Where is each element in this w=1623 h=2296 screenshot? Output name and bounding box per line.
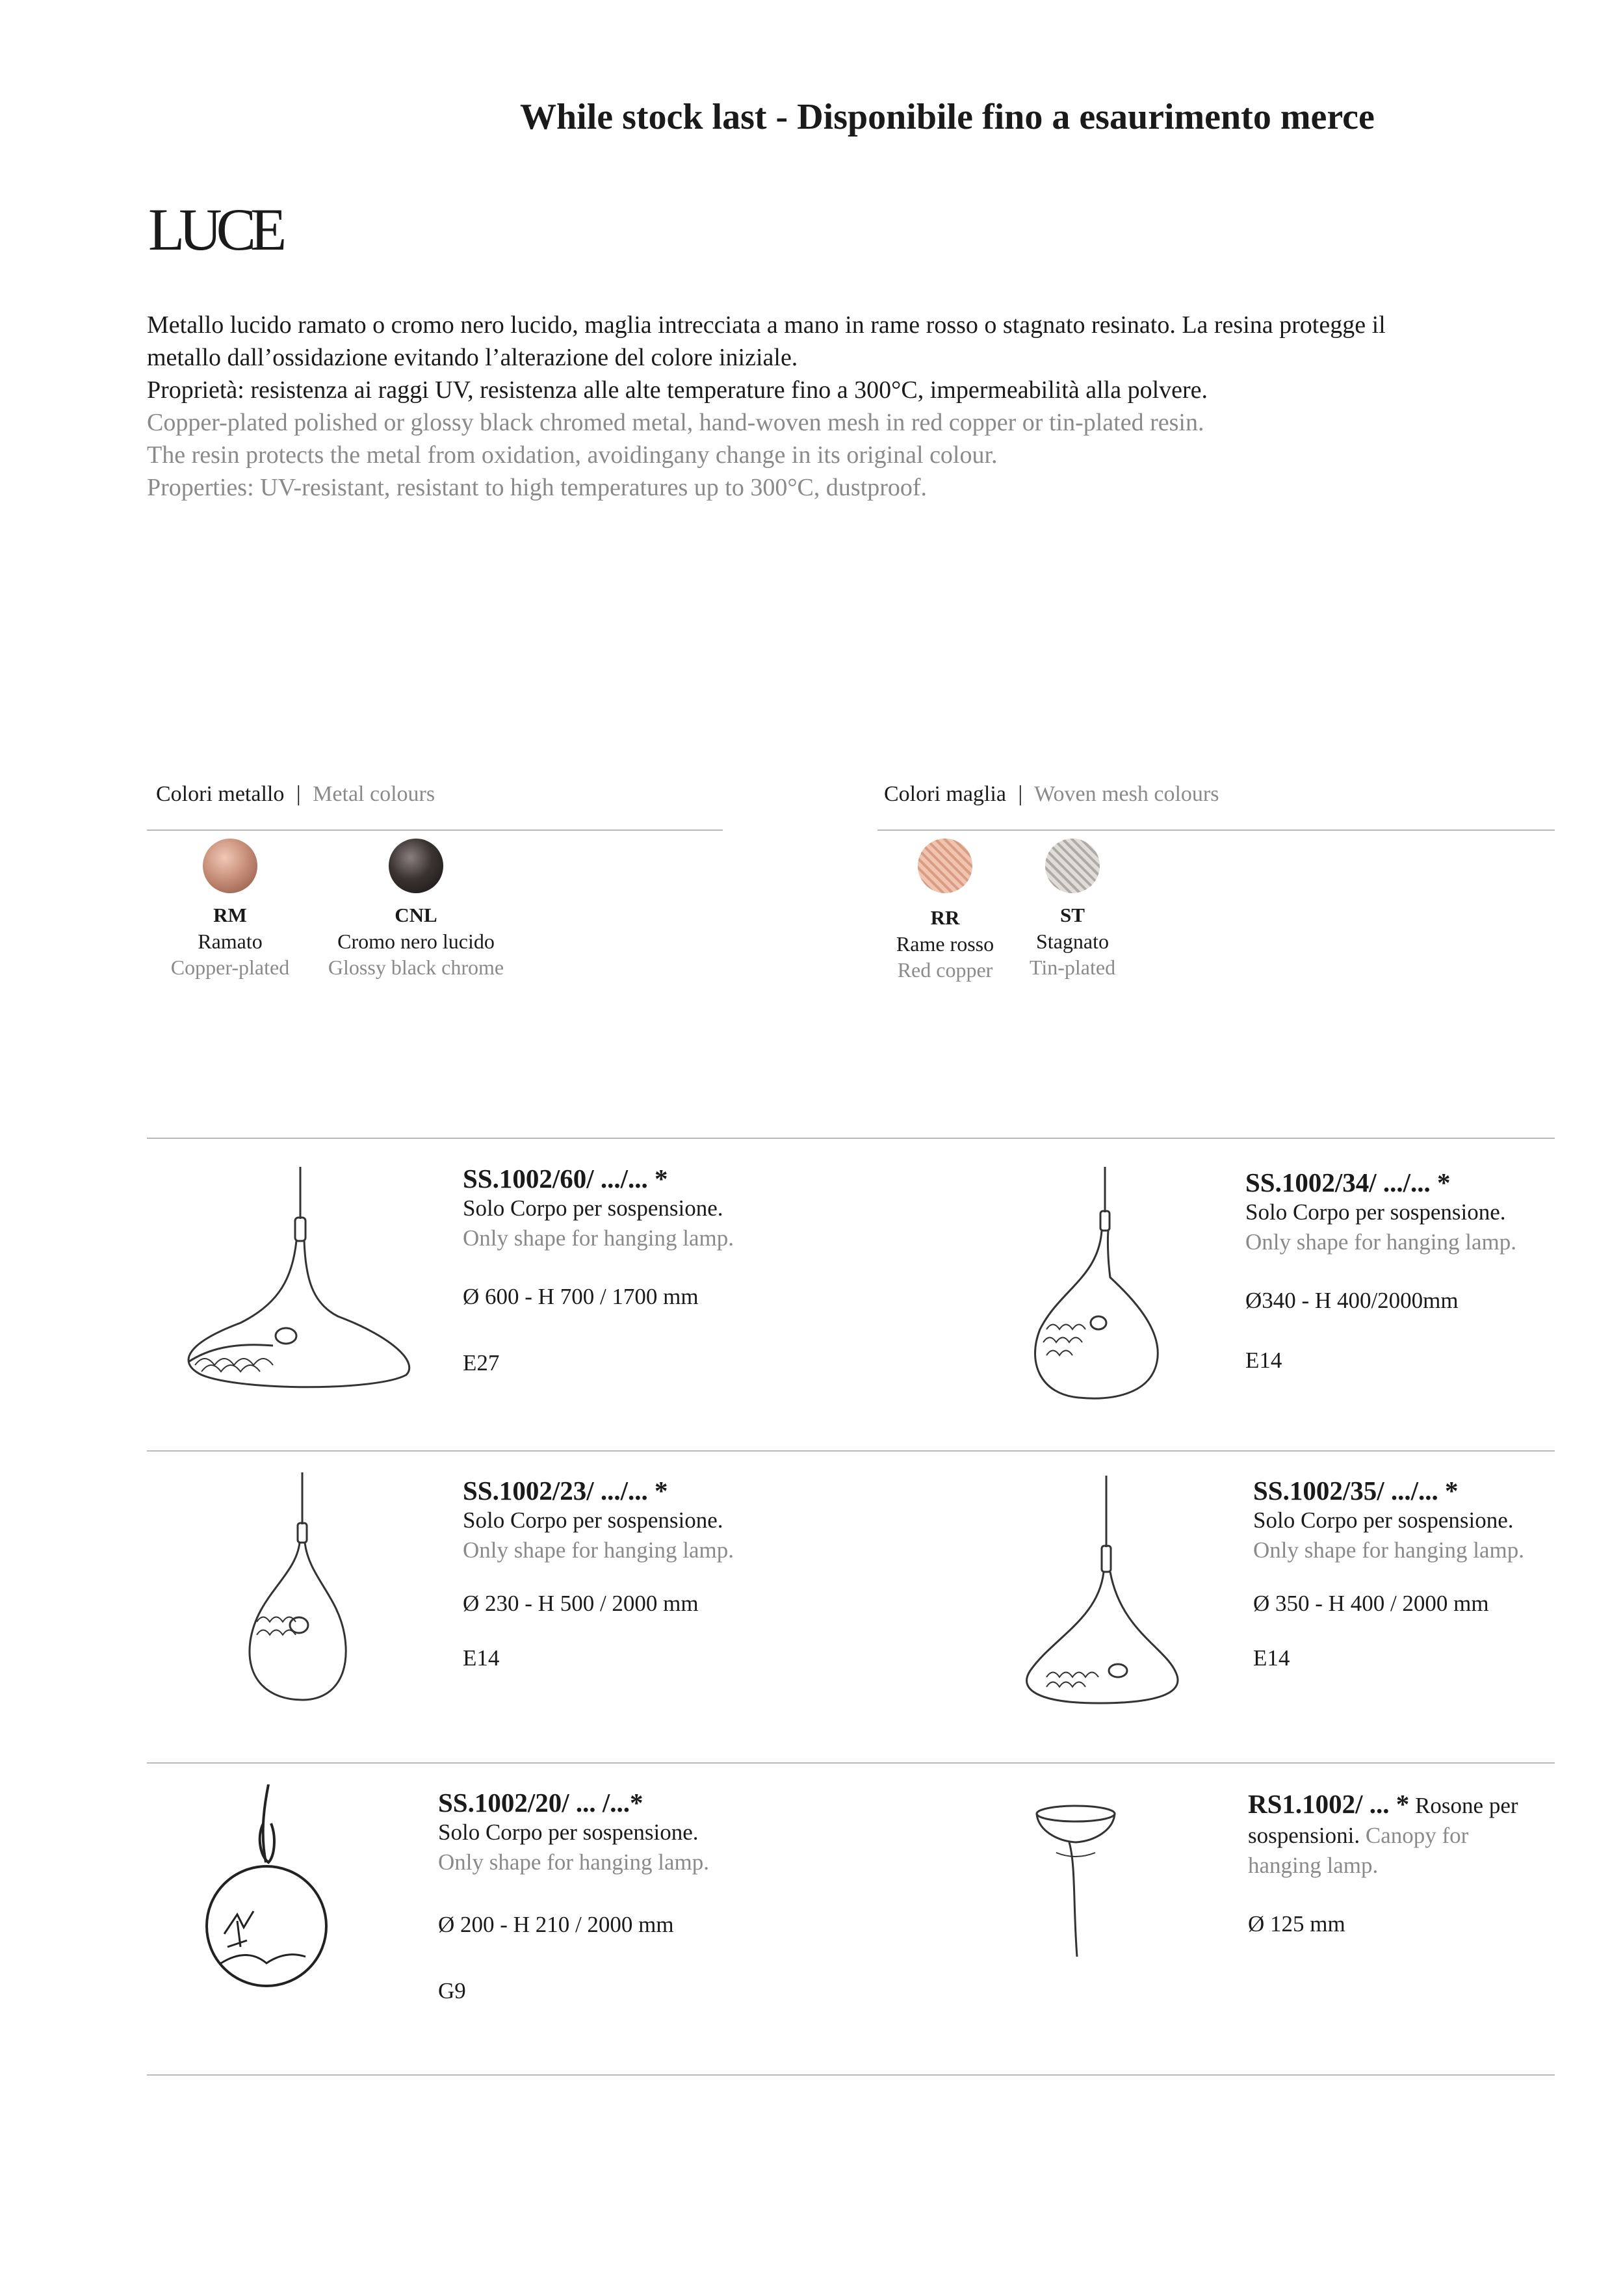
product-row-divider — [147, 2074, 1555, 2076]
description — [147, 309, 1564, 504]
swatch-st-tin-plated — [1045, 839, 1100, 893]
product-code: SS.1002/34/ .../... * — [1245, 1168, 1451, 1197]
product-desc-it: Solo Corpo per sospensione. — [463, 1507, 723, 1533]
swatch-cnl-black-chrome — [389, 839, 443, 893]
product-desc-en: Only shape for hanging lamp. — [463, 1537, 734, 1563]
product-row-divider — [147, 1138, 1555, 1139]
product-socket: E14 — [463, 1645, 500, 1671]
product-desc-en: hanging lamp. — [1248, 1853, 1379, 1878]
swatch-name-en: Glossy black chrome — [328, 956, 504, 979]
metal-colours-label-en: Metal colours — [313, 782, 435, 806]
swatch-name-it: Ramato — [198, 930, 263, 953]
product-code: SS.1002/60/ .../... * — [463, 1164, 668, 1194]
swatch-name-en: Copper-plated — [170, 956, 290, 979]
swatch-name-it: Cromo nero lucido — [337, 930, 495, 953]
mesh-colours-divider — [877, 829, 1555, 831]
description-it-line: Metallo lucido ramato o cromo nero lucido, maglia intrecciata a mano in rame rosso o stagnato resinato. La resina protegge il — [147, 311, 1386, 339]
description-it-line: metallo dall’ossidazione evitando l’alterazione del colore iniziale. — [147, 344, 798, 371]
description-en-line: The resin protects the metal from oxidation, avoidingany change in its original colour. — [147, 441, 998, 469]
product-code: SS.1002/23/ .../... * — [463, 1476, 668, 1506]
page-title: While stock last - Disponibile fino a esaurimento merce — [520, 97, 1375, 137]
product-ss1002-34 — [1245, 1168, 1516, 1376]
product-desc-it: Solo Corpo per sospensione. — [463, 1195, 723, 1221]
swatch-code: ST — [1060, 904, 1085, 926]
product-size: Ø340 - H 400/2000mm — [1245, 1288, 1459, 1313]
wide-pendant-lamp-icon — [162, 1167, 416, 1394]
metal-colours-label-it: Colori metallo — [156, 782, 285, 806]
canopy-icon — [1017, 1794, 1134, 1963]
product-desc-it: sospensioni. — [1248, 1823, 1360, 1848]
product-size: Ø 125 mm — [1248, 1911, 1345, 1937]
mesh-colours-label-it: Colori maglia — [884, 782, 1006, 806]
product-desc-it: Solo Corpo per sospensione. — [1245, 1199, 1506, 1225]
mesh-colours-label-en: Woven mesh colours — [1034, 782, 1219, 806]
swatch-label-cnl — [305, 902, 526, 980]
description-it-line: Proprietà: resistenza ai raggi UV, resistenza alle alte temperature fino a 300°C, impermeabilità alla polvere. — [147, 376, 1208, 404]
product-socket: E27 — [463, 1350, 500, 1376]
product-desc-it: Solo Corpo per sospensione. — [438, 1820, 699, 1845]
product-desc-it: Rosone per — [1415, 1793, 1518, 1818]
product-size: Ø 600 - H 700 / 1700 mm — [463, 1284, 699, 1309]
product-code: SS.1002/20/ ... /...* — [438, 1788, 643, 1818]
swatch-name-en: Tin-plated — [1029, 956, 1116, 979]
bulb-pendant-lamp-icon — [1020, 1167, 1176, 1407]
swatch-name-en: Red copper — [897, 958, 993, 982]
product-size: Ø 230 - H 500 / 2000 mm — [463, 1591, 699, 1616]
swatch-label-rr — [874, 905, 1017, 983]
drop-pendant-lamp-icon — [231, 1472, 361, 1706]
product-socket: E14 — [1253, 1645, 1290, 1671]
product-code: RS1.1002/ ... * — [1248, 1789, 1410, 1819]
mesh-colours-heading — [884, 782, 1219, 807]
product-socket: G9 — [438, 1978, 466, 2003]
product-socket: E14 — [1245, 1348, 1282, 1373]
bell-pendant-lamp-icon — [1014, 1476, 1189, 1710]
swatch-label-rm — [144, 902, 316, 980]
metal-colours-divider — [147, 829, 723, 831]
product-ss1002-23 — [463, 1476, 734, 1673]
product-row-divider — [147, 1450, 1555, 1452]
product-desc-en: Only shape for hanging lamp. — [1253, 1537, 1524, 1563]
swatch-code: RM — [213, 904, 247, 926]
product-rs1-1002 — [1248, 1789, 1518, 1939]
swatch-label-st — [1007, 902, 1137, 980]
swatch-name-it: Stagnato — [1036, 930, 1109, 953]
swatch-rr-red-copper — [918, 839, 972, 893]
product-size: Ø 350 - H 400 / 2000 mm — [1253, 1591, 1489, 1616]
product-desc-en: Only shape for hanging lamp. — [438, 1849, 709, 1875]
heading-separator: | — [296, 782, 301, 806]
product-ss1002-35 — [1253, 1476, 1524, 1673]
round-pendant-lamp-icon — [198, 1784, 335, 1992]
description-en-line: Properties: UV-resistant, resistant to high temperatures up to 300°C, dustproof. — [147, 474, 928, 501]
product-code: SS.1002/35/ .../... * — [1253, 1476, 1459, 1506]
swatch-code: RR — [930, 906, 960, 929]
heading-separator: | — [1018, 782, 1023, 806]
brand-logo: LUCE — [148, 196, 281, 263]
metal-colours-heading — [156, 782, 435, 807]
product-desc-en: Canopy for — [1365, 1823, 1469, 1848]
swatch-code: CNL — [395, 904, 437, 926]
product-row-divider — [147, 1762, 1555, 1764]
description-en-line: Copper-plated polished or glossy black chromed metal, hand-woven mesh in red copper or tin-plated resin. — [147, 409, 1204, 436]
product-ss1002-20 — [438, 1788, 709, 2006]
product-ss1002-60 — [463, 1164, 734, 1378]
swatch-rm-copper — [203, 839, 257, 893]
product-desc-en: Only shape for hanging lamp. — [463, 1225, 734, 1251]
swatch-name-it: Rame rosso — [896, 932, 994, 956]
product-desc-it: Solo Corpo per sospensione. — [1253, 1507, 1514, 1533]
product-size: Ø 200 - H 210 / 2000 mm — [438, 1912, 674, 1937]
product-desc-en: Only shape for hanging lamp. — [1245, 1229, 1516, 1255]
